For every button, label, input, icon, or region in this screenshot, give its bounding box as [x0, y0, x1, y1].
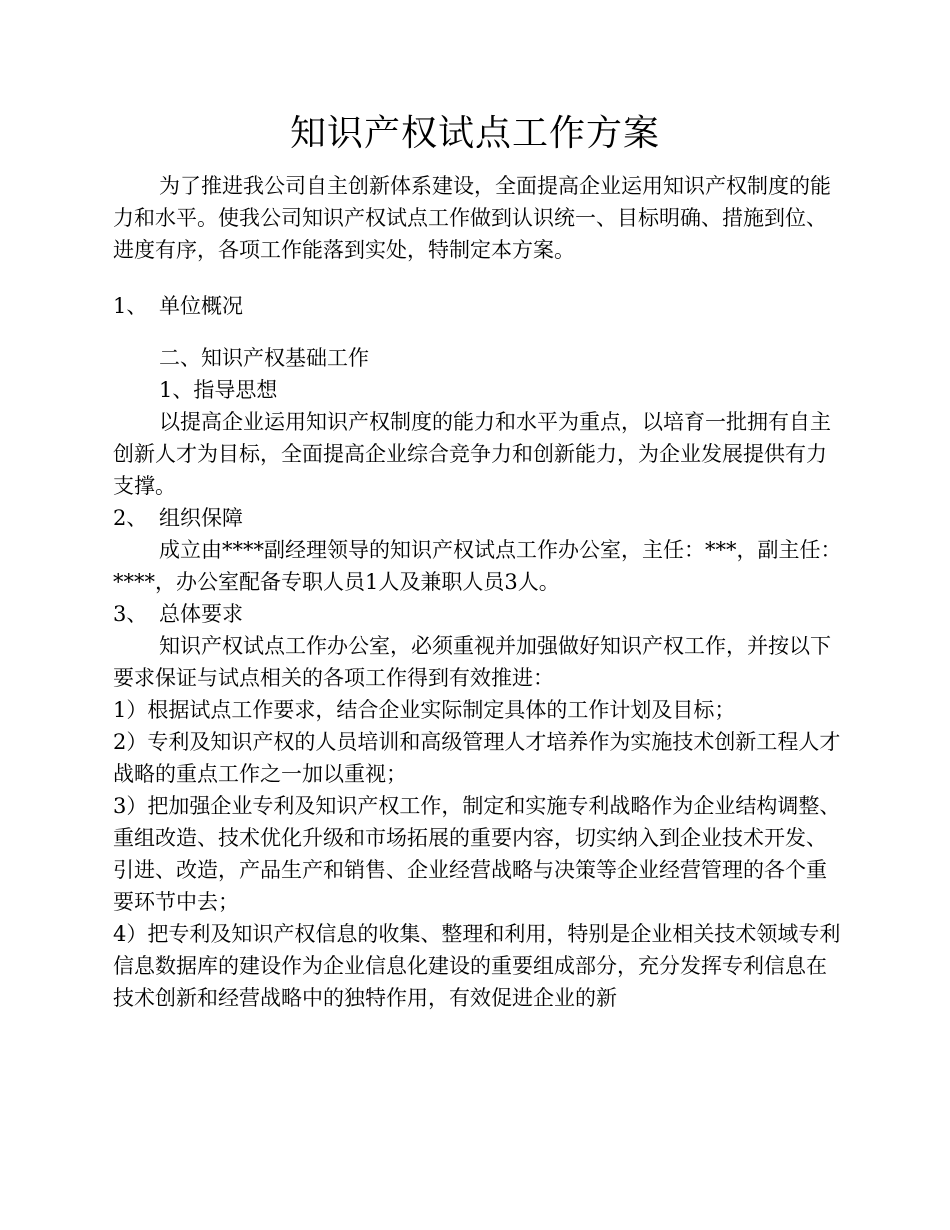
section-2-heading: 二、知识产权基础工作	[159, 346, 369, 370]
subsection-3-body: 知识产权试点工作办公室，必须重视并加强做好知识产权工作，并按以下要求保证与试点相关的各项工作得到有效推进：	[113, 634, 831, 690]
section-1-number: 1、	[113, 294, 148, 318]
subsection-3-number: 3、	[113, 602, 148, 626]
document-body	[113, 170, 843, 1014]
subsection-2-number: 2、	[113, 506, 148, 530]
requirement-item-4: 4）把专利及知识产权信息的收集、整理和利用，特别是企业相关技术领域专利信息数据库的建设作为企业信息化建设的重要组成部分，充分发挥专利信息在技术创新和经营战略中的独特作用，有效促进企业的新	[113, 922, 841, 1010]
subsection-2-label: 组织保障	[159, 506, 243, 530]
subsection-2-body: 成立由****副经理领导的知识产权试点工作办公室，主任：***，副主任：****，办公室配备专职人员1人及兼职人员3人。	[113, 538, 842, 594]
subsection-3-label: 总体要求	[159, 602, 243, 626]
subsection-1-body: 以提高企业运用知识产权制度的能力和水平为重点，以培育一批拥有自主创新人才为目标，全面提高企业综合竞争力和创新能力，为企业发展提供有力支撑。	[113, 410, 831, 498]
requirement-item-2: 2）专利及知识产权的人员培训和高级管理人才培养作为实施技术创新工程人才战略的重点工作之一加以重视；	[113, 730, 841, 786]
document-title: 知识产权试点工作方案	[289, 113, 660, 154]
section-1-label: 单位概况	[159, 294, 243, 318]
intro-paragraph: 为了推进我公司自主创新体系建设，全面提高企业运用知识产权制度的能力和水平。使我公司知识产权试点工作做到认识统一、目标明确、措施到位、进度有序，各项工作能落到实处，特制定本方案。	[113, 174, 831, 262]
section-1-heading	[113, 290, 843, 322]
requirement-item-3: 3）把加强企业专利及知识产权工作，制定和实施专利战略作为企业结构调整、重组改造、技术优化升级和市场拓展的重要内容，切实纳入到企业技术开发、引进、改造，产品生产和销售、企业经营战略与决策等企业经营管理的各个重要环节中去；	[113, 794, 841, 914]
subsection-3-heading	[113, 598, 843, 630]
subsection-1-heading: 1、指导思想	[159, 378, 278, 402]
requirement-item-1: 1）根据试点工作要求，结合企业实际制定具体的工作计划及目标；	[113, 698, 736, 722]
subsection-2-heading	[113, 502, 843, 534]
